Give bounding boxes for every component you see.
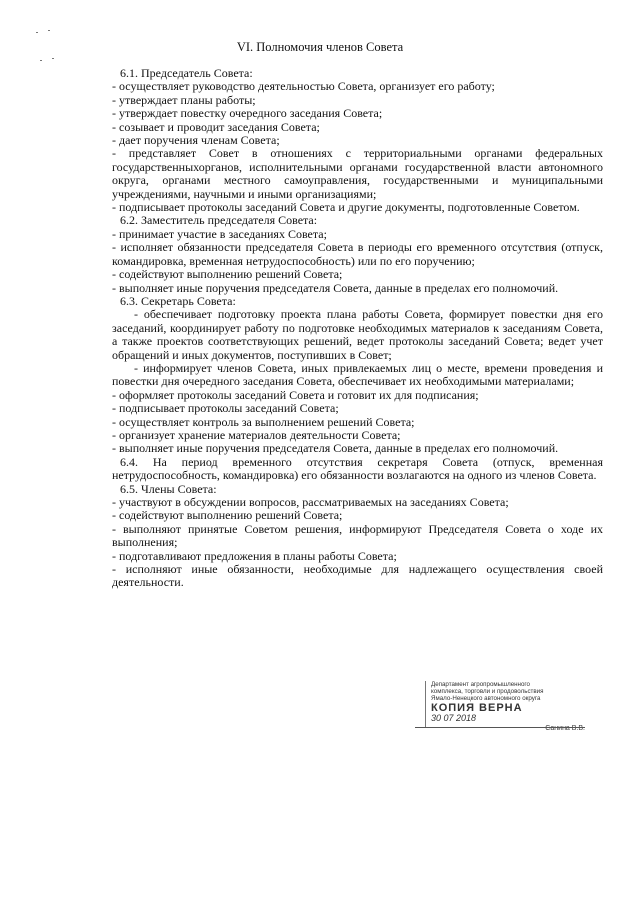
paragraph: - утверждает планы работы; bbox=[112, 92, 256, 107]
stamp-underline bbox=[415, 727, 585, 728]
paragraph: - дает поручения членам Совета; bbox=[112, 133, 280, 148]
paragraph: 6.3. Секретарь Совета: bbox=[120, 293, 236, 308]
paragraph: 6.2. Заместитель председателя Совета: bbox=[120, 213, 318, 228]
paragraph: - подготавливают предложения в планы работы Совета; bbox=[112, 548, 397, 563]
paragraph: - выполняют принятые Советом решения, информируют Председателя Совета о ходе их выполнения; bbox=[112, 521, 603, 550]
paragraph: - принимает участие в заседаниях Совета; bbox=[112, 226, 327, 241]
stamp-signer: Санина В.В. bbox=[545, 725, 585, 732]
stamp-org-line-3: Ямало-Ненецкого автономного округа bbox=[431, 695, 541, 702]
paragraph: - исполняют иные обязанности, необходимые для надлежащего осуществления своей деятельности. bbox=[112, 562, 603, 590]
paragraph: - осуществляет контроль за выполнением решений Совета; bbox=[112, 414, 415, 429]
stamp-frame bbox=[425, 681, 426, 727]
certified-copy-stamp bbox=[425, 681, 585, 735]
paragraph: - организует хранение материалов деятельности Совета; bbox=[112, 427, 401, 442]
stamp-org-line-1: Департамент агропромышленного bbox=[431, 681, 530, 688]
paragraph: - оформляет протоколы заседаний Совета и готовит их для подписания; bbox=[112, 387, 479, 402]
paragraph: - подписывает протоколы заседаний Совета и другие документы, подготовленные Советом. bbox=[112, 200, 580, 215]
paragraph: - информирует членов Совета, иных привлекаемых лиц о месте, времени проведения и повестки дня очередного заседания Совета, обеспечивает их необходимыми материалами; bbox=[112, 360, 603, 389]
stamp-date: 30 07 2018 bbox=[431, 713, 477, 723]
paragraph: - представляет Совет в отношениях с территориальными органами федеральных государственныхорганов, исполнительными органами государственной власти автономного округа, органами местного самоуправления, государственными и муниципальными учреждениями, научными и иными организациями; bbox=[112, 146, 603, 201]
paragraph: - подписывает протоколы заседаний Совета; bbox=[112, 401, 339, 416]
document-body bbox=[112, 67, 603, 590]
paragraph: - созывает и проводит заседания Совета; bbox=[112, 119, 320, 134]
paragraph: - обеспечивает подготовку проекта плана работы Совета, формирует повестки дня его заседаний, координирует работу по подготовке необходимых материалов к заседаниям Совета, а также проектов соответствующих решений, ведет протоколы заседаний Совета; ведет учет обращений и иных документов, поступивших в Совет; bbox=[112, 307, 603, 362]
paragraph: - участвуют в обсуждении вопросов, рассматриваемых на заседаниях Совета; bbox=[112, 495, 509, 509]
paragraph: - исполняет обязанности председателя Совета в периоды его временного отсутствия (отпуск, командировка, временная нетрудоспособность) или по его поручению; bbox=[112, 240, 603, 268]
paragraph: - содействуют выполнению решений Совета; bbox=[112, 508, 343, 523]
section-title: VI. Полномочия членов Совета bbox=[236, 40, 404, 54]
paragraph: - выполняет иные поручения председателя Совета, данные в пределах его полномочий. bbox=[112, 280, 559, 295]
paragraph: - осуществляет руководство деятельностью Совета, организует его работу; bbox=[112, 79, 495, 94]
paragraph: - утверждает повестку очередного заседания Совета; bbox=[112, 106, 383, 121]
paragraph: 6.5. Члены Совета: bbox=[120, 481, 217, 496]
paragraph: 6.1. Председатель Совета: bbox=[120, 66, 253, 80]
stamp-label: КОПИЯ ВЕРНА bbox=[431, 702, 523, 714]
paragraph: 6.4. На период временного отсутствия секретаря Совета (отпуск, временная нетрудоспособность, командировка) его обязанности возлагаются на одного из членов Совета. bbox=[112, 454, 603, 483]
paragraph: - выполняет иные поручения председателя Совета, данные в пределах его полномочий. bbox=[112, 441, 559, 456]
paragraph: - содействуют выполнению решений Совета; bbox=[112, 267, 343, 282]
stamp-org-line-2: комплекса, торговли и продовольствия bbox=[431, 688, 544, 695]
